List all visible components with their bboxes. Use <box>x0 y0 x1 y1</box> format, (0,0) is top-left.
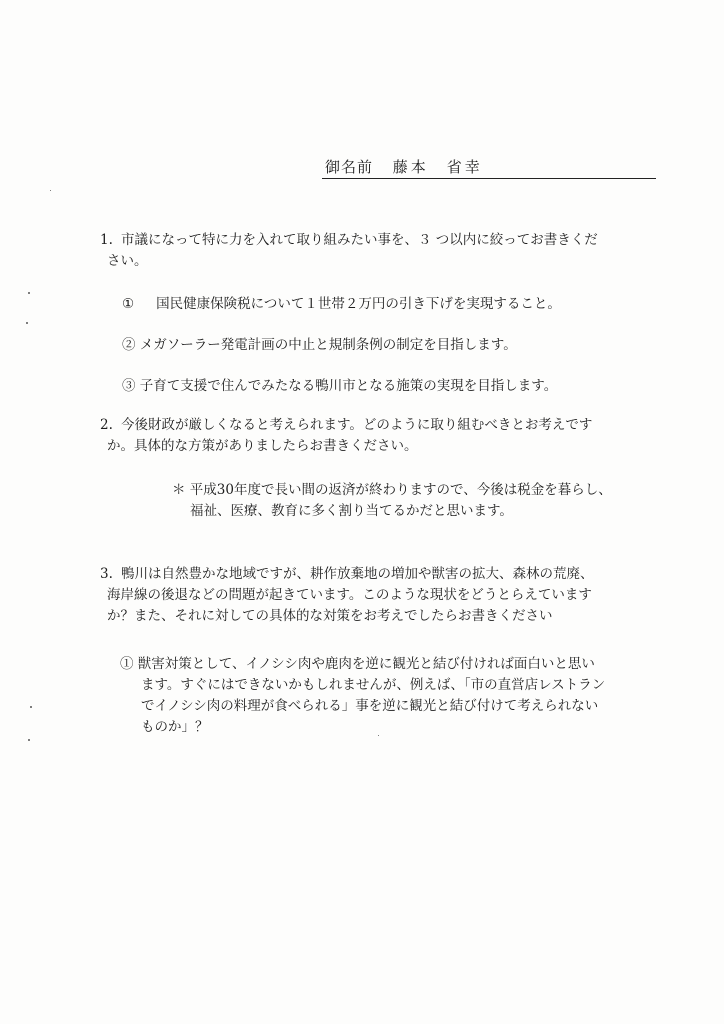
name-field <box>325 156 483 177</box>
question-text-line: 市議になって特に力を入れて取り組みたい事を、３ つ以内に絞ってお書きくだ <box>121 232 598 248</box>
scan-speck <box>28 292 30 294</box>
question-text-line: さい。 <box>107 253 148 269</box>
answer-text-line: ます。すぐにはできないかもしれませんが、例えば、「市の直営店レストラン <box>141 677 606 693</box>
answer-3-1 <box>120 654 605 738</box>
name-underline <box>322 178 656 179</box>
scan-speck <box>26 322 28 324</box>
answer-text-line: 獣害対策として、イノシシ肉や鹿肉を逆に観光と結び付ければ面白いと思い <box>137 656 595 672</box>
question-number: 2. <box>100 417 113 433</box>
answer-1-1 <box>122 292 561 312</box>
question-text-line: 今後財政が厳しくなると考えられます。どのように取り組むべきとお考えです <box>121 417 593 433</box>
question-1 <box>100 230 598 272</box>
answer-marker: ③ <box>122 378 136 394</box>
question-2 <box>100 415 592 457</box>
answer-2-1 <box>172 480 612 522</box>
answer-marker: ＊ <box>172 482 186 498</box>
answer-marker: ① <box>120 656 134 672</box>
scan-speck <box>50 190 51 191</box>
answer-text: 子育て支援で住んでみたなる鴨川市となる施策の実現を目指します。 <box>139 378 558 394</box>
answer-text-line: でイノシシ肉の料理が食べられる」事を逆に観光と結び付けて考えられない <box>141 698 599 714</box>
answer-marker: ② <box>122 337 136 353</box>
name-label: 御名前 <box>325 158 374 176</box>
question-text-line: か？また、それに対しての具体的な対策をお考えでしたらお書きください <box>107 608 553 624</box>
scan-speck <box>378 735 379 736</box>
question-number: 1. <box>100 232 113 248</box>
answer-1-2 <box>122 333 517 353</box>
question-number: 3. <box>100 566 113 582</box>
question-text-line: 海岸線の後退などの問題が起きています。このような現状をどうとらえています <box>107 587 592 603</box>
question-text-line: か。具体的な方策がありましたらお書きください。 <box>107 438 418 454</box>
answer-1-3 <box>122 374 557 394</box>
answer-text-line: 平成30年度で長い間の返済が終わりますので、今後は税金を暮らし、 <box>189 482 612 498</box>
answer-text-line: 福祉、医療、教育に多く割り当てるかだと思います。 <box>190 503 513 519</box>
scan-speck <box>30 706 32 708</box>
answer-text-line: ものか」？ <box>141 719 209 735</box>
question-text-line: 鴨川は自然豊かな地域ですが、耕作放棄地の増加や獣害の拡大、森林の荒廃、 <box>121 566 594 582</box>
scan-speck <box>28 739 30 741</box>
answer-text: 国民健康保険税について１世帯２万円の引き下げを実現すること。 <box>156 296 561 312</box>
answer-text: メガソーラー発電計画の中止と規制条例の制定を目指します。 <box>139 337 517 353</box>
name-value: 藤本 省幸 <box>392 158 483 176</box>
question-3 <box>100 564 594 627</box>
answer-marker: ① <box>122 296 135 312</box>
